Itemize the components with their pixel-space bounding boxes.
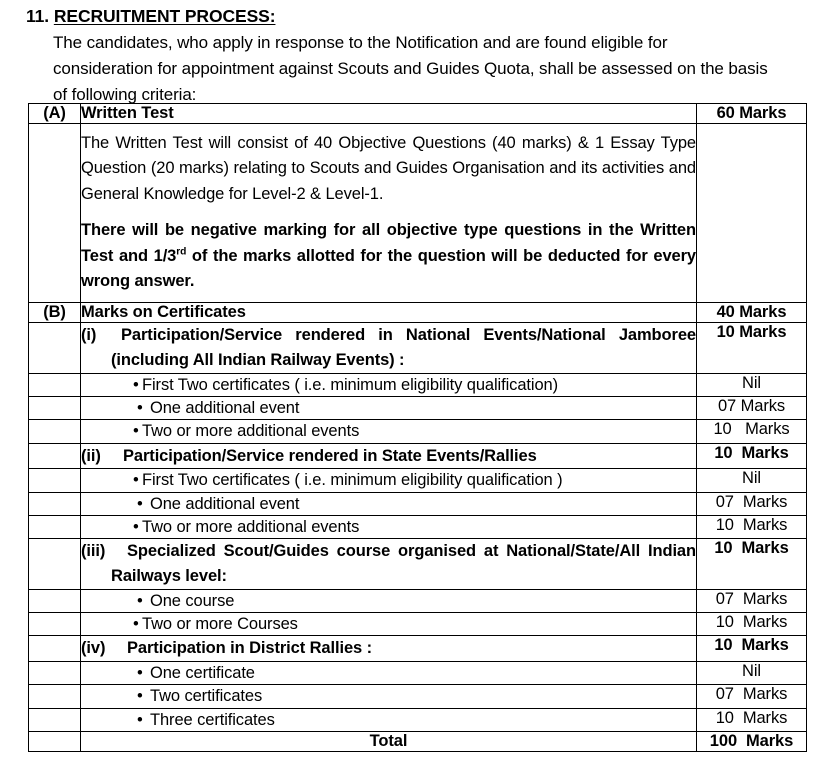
bullet-icon: • <box>137 710 143 729</box>
group-iv-label <box>29 636 81 662</box>
row-label <box>29 516 81 539</box>
row-label <box>29 589 81 612</box>
written-test-para-1: The Written Test will consist of 40 Objective Questions (40 marks) & 1 Essay Type Question (20 marks) relating to Scouts and Guides Organisation and its activities and General Knowledge for Level-2 & Level-1. <box>81 134 696 203</box>
table-row <box>29 124 807 303</box>
table-row <box>29 104 807 124</box>
table-row <box>29 636 807 662</box>
group-i-row-1 <box>81 397 697 420</box>
group-i-row-0 <box>81 373 697 396</box>
group-iii-label <box>29 539 81 590</box>
group-iii-row-1-marks: 10 Marks <box>697 613 807 636</box>
table-row <box>29 539 807 590</box>
group-iii-roman: (iii) <box>81 542 106 561</box>
table-row <box>29 662 807 685</box>
group-iii-marks: 10 Marks <box>697 539 807 590</box>
group-i-row-2-marks: 10 Marks <box>697 420 807 443</box>
row-text: First Two certificates ( i.e. minimum eligibility qualification ) <box>142 471 563 490</box>
group-iv-heading-cell <box>81 636 697 662</box>
part-b-title: Marks on Certificates <box>81 303 697 323</box>
row-label <box>29 492 81 515</box>
ordinal-suffix: rd <box>176 246 187 258</box>
group-iii-heading-text: Specialized Scout/Guides course organised at National/State/All Indian Railways level: <box>111 542 696 586</box>
group-ii-label <box>29 443 81 469</box>
part-a-label: (A) <box>29 104 81 124</box>
row-text: Two certificates <box>150 687 263 706</box>
table-row <box>29 420 807 443</box>
table-row <box>29 397 807 420</box>
table-row <box>29 373 807 396</box>
part-b-marks: 40 Marks <box>697 303 807 323</box>
group-iv-row-1-marks: 07 Marks <box>697 685 807 708</box>
row-label <box>29 685 81 708</box>
group-ii-row-2 <box>81 516 697 539</box>
group-i-heading <box>81 323 696 373</box>
row-text: Three certificates <box>150 710 275 729</box>
group-iv-row-0 <box>81 662 697 685</box>
row-text: Two or more additional events <box>142 518 360 537</box>
group-iii-row-1 <box>81 613 697 636</box>
group-i-heading-cell <box>81 323 697 374</box>
row-text: Two or more Courses <box>142 615 298 634</box>
group-iv-row-0-marks: Nil <box>697 662 807 685</box>
group-i-row-0-marks: Nil <box>697 373 807 396</box>
row-text: One course <box>150 591 235 610</box>
criteria-table-wrapper <box>28 103 806 752</box>
row-text: First Two certificates ( i.e. minimum eligibility qualification) <box>142 375 559 394</box>
group-ii-heading-cell <box>81 443 697 469</box>
group-iii-heading <box>81 539 696 589</box>
group-iv-row-1 <box>81 685 697 708</box>
table-row <box>29 685 807 708</box>
bullet-icon: • <box>133 518 139 537</box>
group-iii-heading-cell <box>81 539 697 590</box>
table-row <box>29 613 807 636</box>
intro-line-2: consideration for appointment against Scouts and Guides Quota, shall be assessed on the basis <box>53 58 768 78</box>
part-a-title: Written Test <box>81 104 697 124</box>
intro-block <box>0 0 828 107</box>
bullet-icon: • <box>137 399 143 418</box>
total-label-blank <box>29 731 81 751</box>
table-row <box>29 443 807 469</box>
table-row <box>29 323 807 374</box>
bullet-icon: • <box>133 615 139 634</box>
negative-marking-post: of the marks allotted for the question will be deducted for every wrong answer. <box>81 246 696 291</box>
part-b-label: (B) <box>29 303 81 323</box>
row-label <box>29 662 81 685</box>
row-text: Two or more additional events <box>142 422 360 441</box>
group-i-row-1-marks: 07 Marks <box>697 397 807 420</box>
row-label <box>29 373 81 396</box>
table-row <box>29 469 807 492</box>
group-ii-row-1 <box>81 492 697 515</box>
group-i-heading-text: Participation/Service rendered in National Events/National Jamboree (including All Indian Railway Events) : <box>111 326 696 370</box>
criteria-table <box>28 103 807 752</box>
group-i-label <box>29 323 81 374</box>
group-ii-marks: 10 Marks <box>697 443 807 469</box>
row-text: One additional event <box>150 399 300 418</box>
row-label <box>29 397 81 420</box>
group-i-roman: (i) <box>81 326 97 345</box>
group-iv-roman: (iv) <box>81 639 106 658</box>
bullet-icon: • <box>133 375 139 394</box>
negative-marking-pre: There will be negative marking for all objective type questions in the Written Test and 1/3 <box>81 221 696 265</box>
group-ii-row-0 <box>81 469 697 492</box>
group-ii-row-0-marks: Nil <box>697 469 807 492</box>
intro-paragraph <box>53 30 800 107</box>
part-a-desc-label <box>29 124 81 303</box>
section-title: RECRUITMENT PROCESS: <box>53 6 276 26</box>
part-a-description <box>81 124 697 303</box>
row-label <box>29 469 81 492</box>
group-ii-heading <box>81 444 696 469</box>
table-row <box>29 516 807 539</box>
total-marks: 100 Marks <box>697 731 807 751</box>
row-text: One additional event <box>150 494 300 513</box>
group-iv-row-2 <box>81 708 697 731</box>
group-ii-roman: (ii) <box>81 446 101 465</box>
page-title <box>26 6 806 28</box>
table-row <box>29 492 807 515</box>
group-iv-row-2-marks: 10 Marks <box>697 708 807 731</box>
total-label: Total <box>81 731 697 751</box>
row-label <box>29 708 81 731</box>
intro-line-3: of following criteria: <box>53 84 197 104</box>
row-label <box>29 420 81 443</box>
bullet-icon: • <box>137 664 143 683</box>
table-row <box>29 589 807 612</box>
bullet-icon: • <box>137 591 143 610</box>
intro-line-1: The candidates, who apply in response to the Notification and are found eligible for <box>53 32 668 52</box>
group-iv-marks: 10 Marks <box>697 636 807 662</box>
table-row <box>29 303 807 323</box>
group-iii-row-0-marks: 07 Marks <box>697 589 807 612</box>
bullet-icon: • <box>133 471 139 490</box>
table-row-total <box>29 731 807 751</box>
group-iii-row-0 <box>81 589 697 612</box>
group-iv-heading <box>81 636 696 661</box>
table-row <box>29 708 807 731</box>
part-a-desc-marks <box>697 124 807 303</box>
row-label <box>29 613 81 636</box>
section-number: 11. <box>26 6 50 26</box>
bullet-icon: • <box>137 687 143 706</box>
bullet-icon: • <box>133 422 139 441</box>
group-iv-heading-text: Participation in District Rallies : <box>127 639 372 658</box>
group-i-row-2 <box>81 420 697 443</box>
part-a-marks: 60 Marks <box>697 104 807 124</box>
written-test-para-2 <box>81 218 696 294</box>
group-i-marks: 10 Marks <box>697 323 807 374</box>
group-ii-row-2-marks: 10 Marks <box>697 516 807 539</box>
group-ii-heading-text: Participation/Service rendered in State Events/Rallies <box>123 446 537 465</box>
bullet-icon: • <box>137 494 143 513</box>
row-text: One certificate <box>150 664 255 683</box>
group-ii-row-1-marks: 07 Marks <box>697 492 807 515</box>
